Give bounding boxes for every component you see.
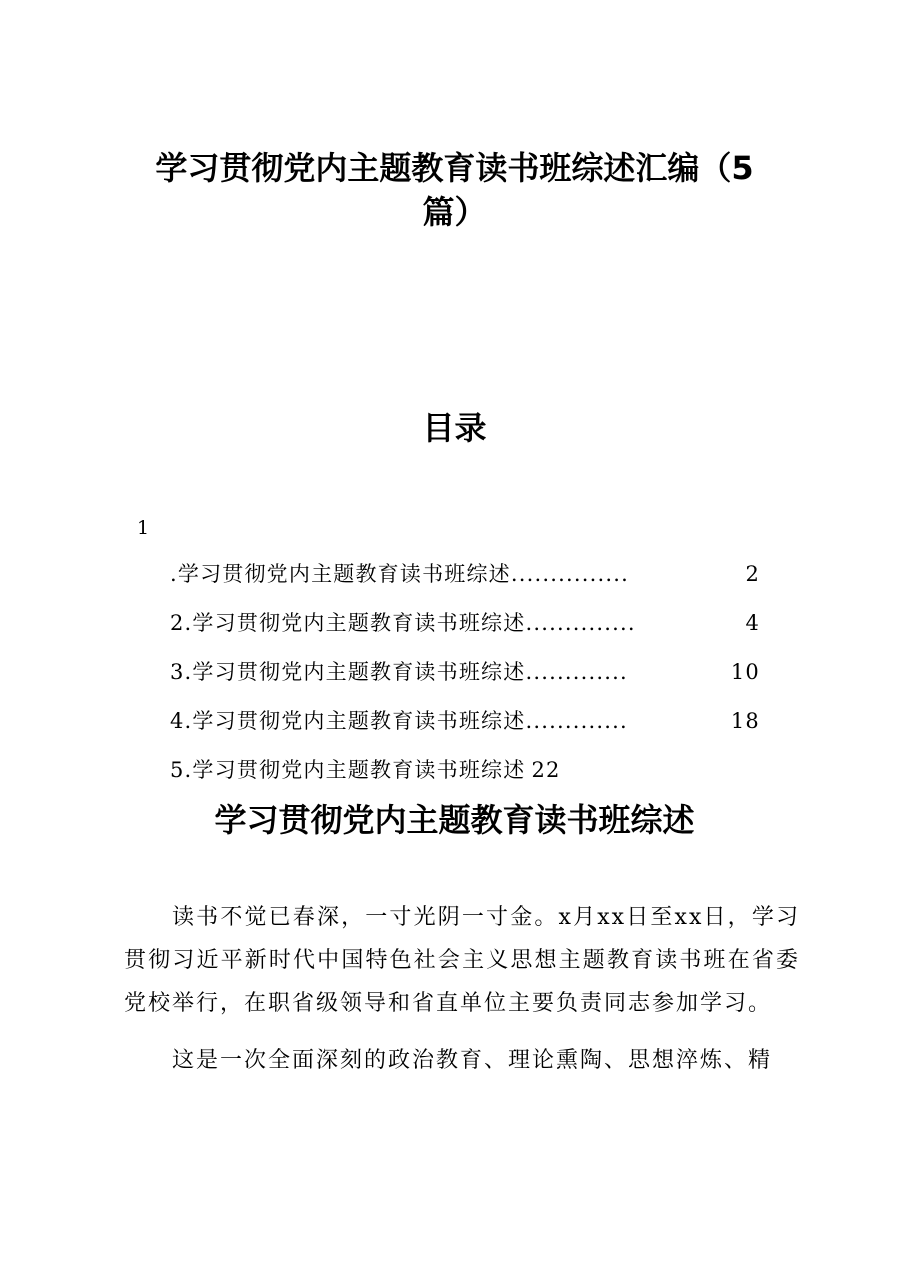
paragraph-2: 这是一次全面深刻的政治教育、理论熏陶、思想淬炼、精: [172, 1048, 773, 1073]
toc-heading: 目录: [422, 409, 487, 447]
toc-entry-label: 3.学习贯彻党内主题教育读书班综述: [170, 660, 526, 684]
document-title-line-1: 学习贯彻党内主题教育读书班综述汇编（5: [155, 149, 754, 187]
toc-entry-4[interactable]: [170, 705, 760, 754]
toc-page-number: 2: [745, 562, 760, 586]
toc-page-number: 4: [745, 611, 760, 635]
toc-entry-label: 2.学习贯彻党内主题教育读书班综述: [170, 611, 526, 635]
paragraph-1: 读书不觉已春深，一寸光阴一寸金。x月xx日至xx日，学习贯彻习近平新时代中国特色社会主义思想主题教育读书班在省委党校举行，在职省级领导和省直单位主要负责同志参加学习。: [124, 905, 800, 1016]
toc-entry-label: .学习贯彻党内主题教育读书班综述: [170, 562, 511, 586]
toc-page-number: 22: [531, 758, 561, 782]
toc-entry-1[interactable]: [170, 558, 760, 607]
toc-leader-dots: .............: [525, 709, 628, 733]
toc-leader-dots: .............: [525, 660, 628, 684]
toc-leader-dots: ..............: [525, 611, 636, 635]
toc-entry-label: 5.学习贯彻党内主题教育读书班综述: [170, 758, 526, 782]
table-of-contents: [170, 558, 760, 803]
toc-page-number: 10: [730, 660, 760, 684]
toc-leader-dots: ...............: [510, 562, 630, 586]
toc-page-number: 18: [730, 709, 760, 733]
body-text: [124, 896, 800, 1096]
toc-leading-number: 1: [137, 517, 150, 539]
toc-entry-3[interactable]: [170, 656, 760, 705]
document-title-line-2: 篇）: [422, 193, 487, 231]
section-title: 学习贯彻党内主题教育读书班综述: [214, 801, 695, 839]
toc-entry-2[interactable]: [170, 607, 760, 656]
toc-entry-label: 4.学习贯彻党内主题教育读书班综述: [170, 709, 526, 733]
